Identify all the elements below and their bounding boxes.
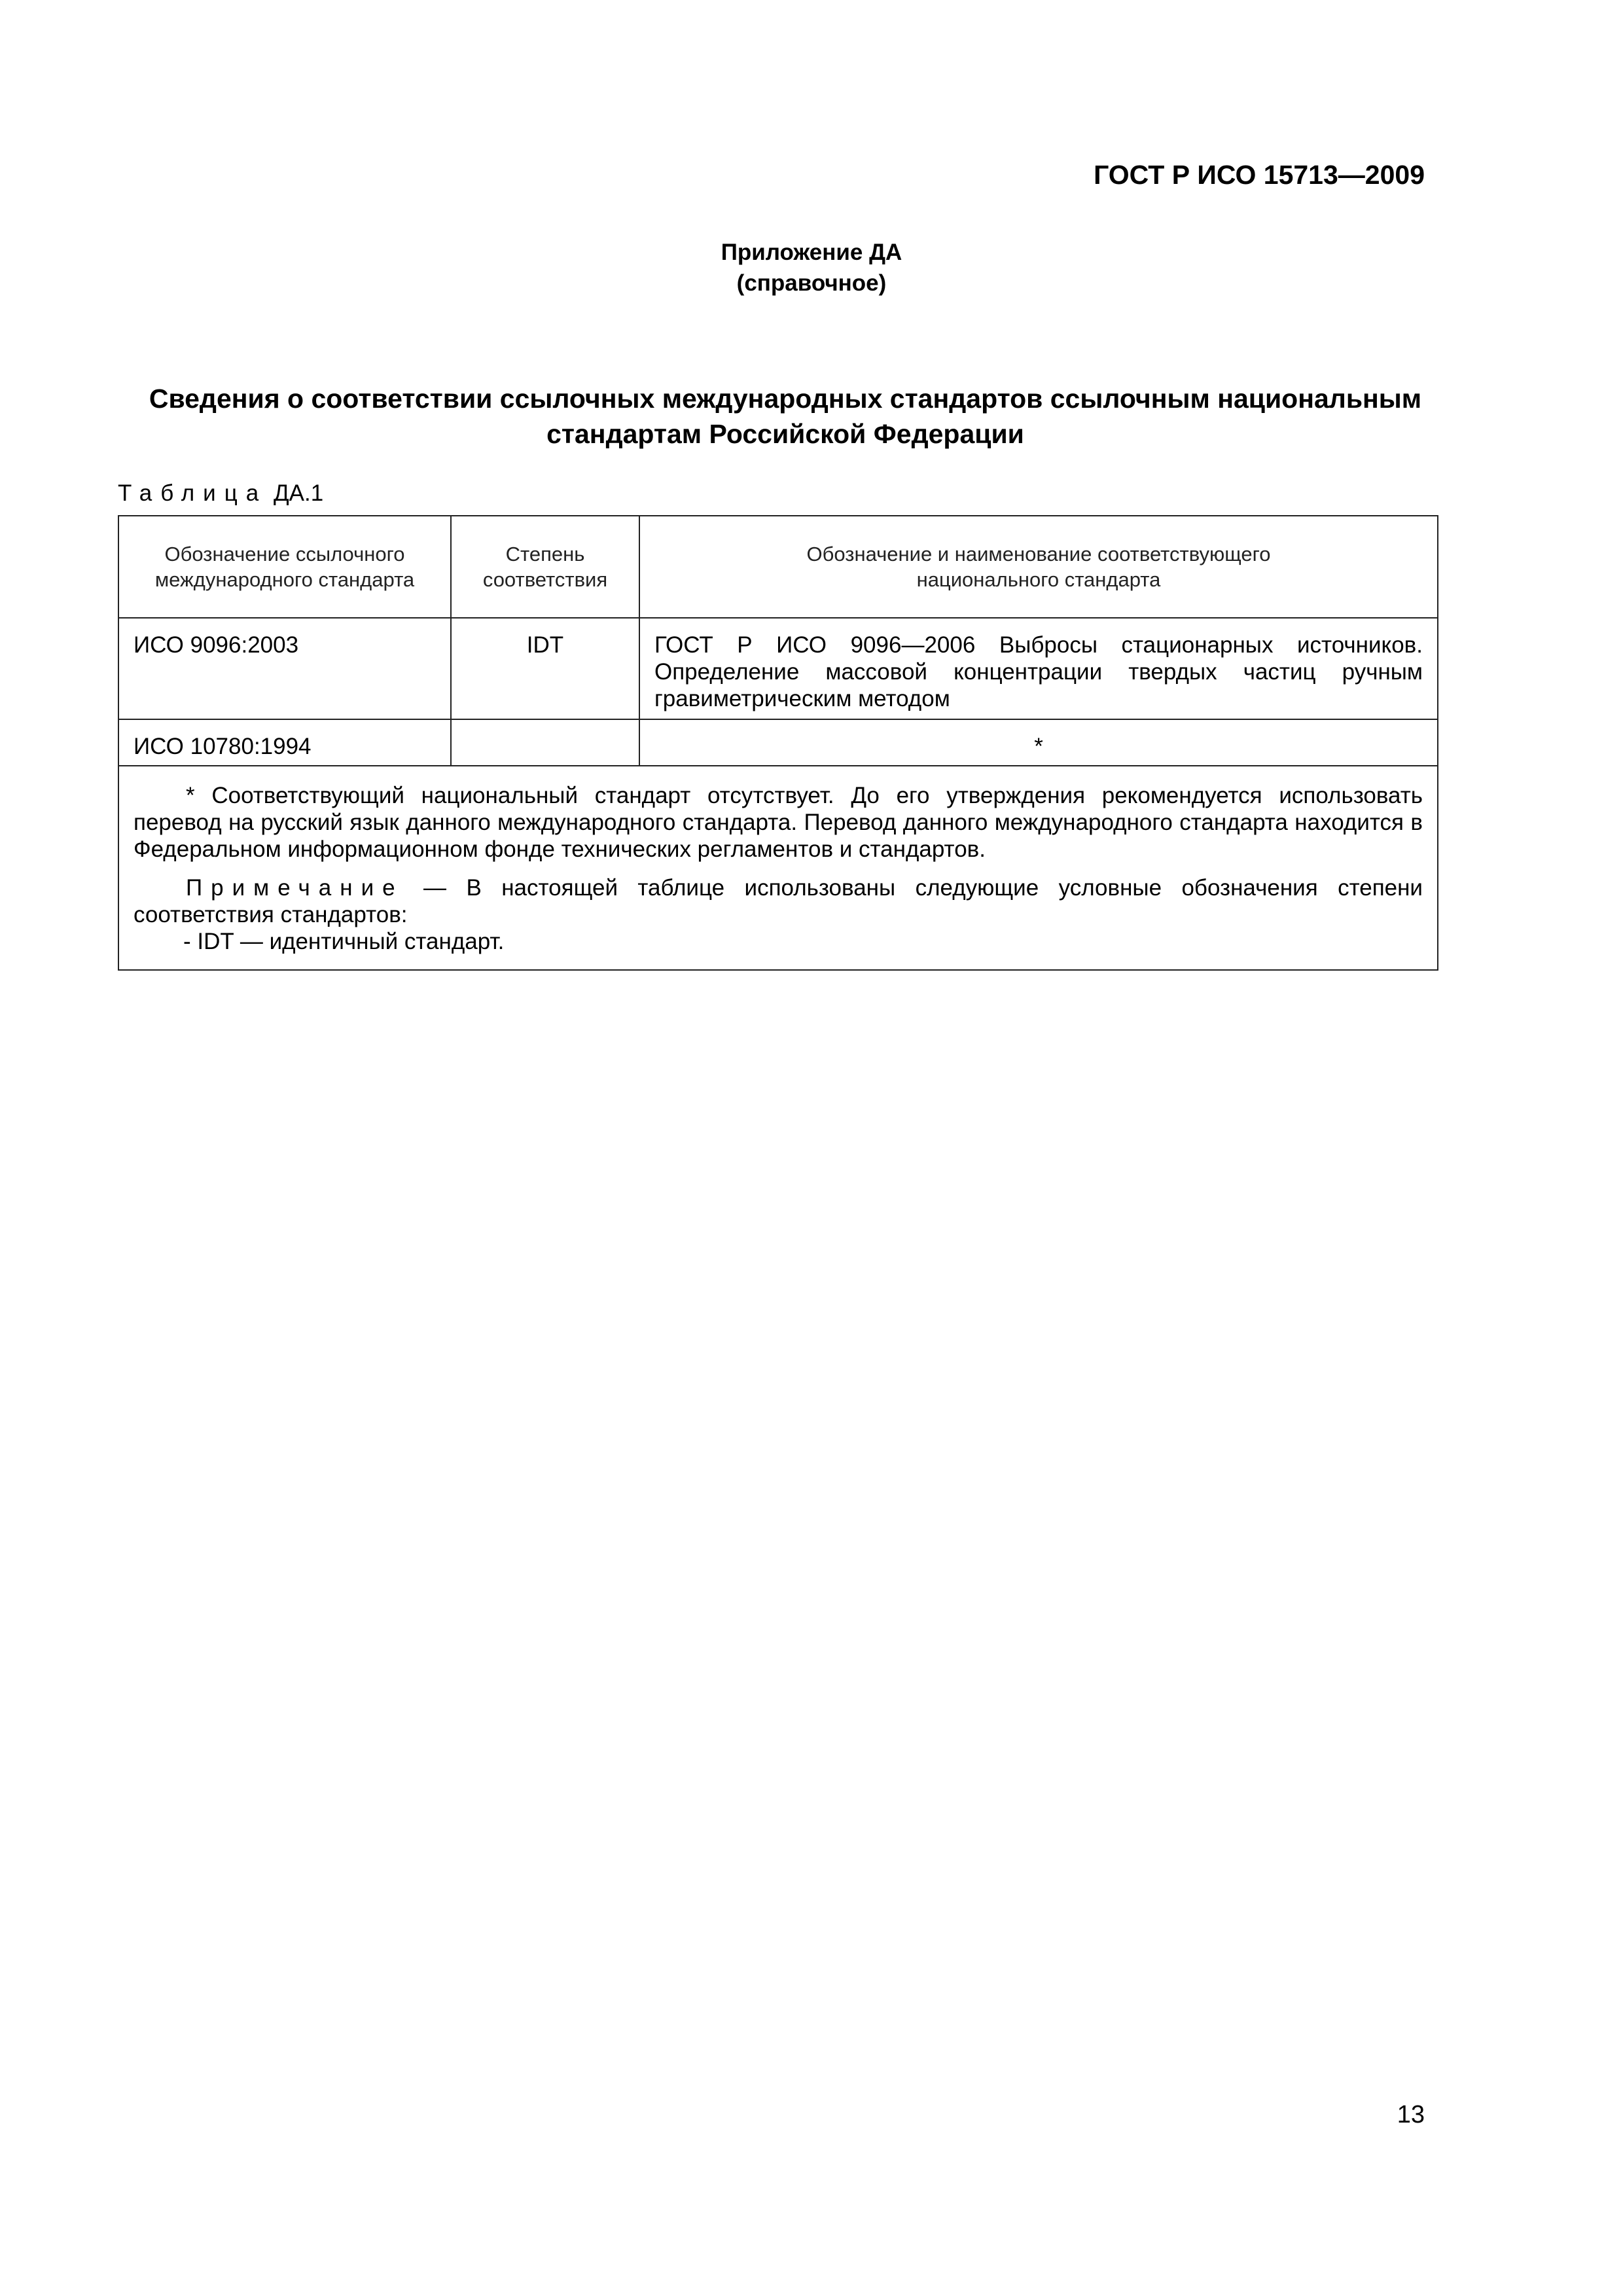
correspondence-table: [118, 515, 1438, 971]
document-code: ГОСТ Р ИСО 15713—2009: [1094, 160, 1425, 190]
appendix-heading: [0, 237, 1623, 298]
section-title-line-1: Сведения о соответствии ссылочных международных стандартов ссылочным национальным: [149, 384, 1422, 414]
table-row: [118, 618, 1438, 719]
header-col2-line2: соответствия: [482, 568, 608, 591]
header-col3-line1: Обозначение и наименование соответствующего: [806, 543, 1271, 565]
header-degree: [451, 516, 639, 618]
note-item: - IDT — идентичный стандарт.: [183, 929, 505, 954]
table-caption-number: ДА.1: [273, 480, 324, 506]
table-header-row: [118, 516, 1438, 618]
cell-national-standard: ГОСТ Р ИСО 9096—2006 Выбросы стационарных источников. Определение массовой концентрации твердых частиц ручным гравиметрическим методом: [639, 618, 1438, 719]
header-col2-line1: Степень: [505, 543, 585, 565]
table-row: [118, 719, 1438, 766]
note-label: Примечание: [186, 875, 404, 901]
cell-degree: [451, 719, 639, 766]
header-col1-line1: Обозначение ссылочного: [164, 543, 405, 565]
header-col3-line2: национального стандарта: [916, 568, 1161, 591]
header-national-standard: [639, 516, 1438, 618]
table-note: [134, 874, 1423, 928]
table-notes-cell: [118, 766, 1438, 970]
table-footnote: * Соответствующий национальный стандарт отсутствует. До его утверждения рекомендуется использовать перевод на русский язык данного международного стандарта. Перевод данного международного стандарта находится в Федеральном информационном фонде технических регламентов и стандартов.: [134, 783, 1423, 862]
section-title: [118, 381, 1453, 452]
section-title-line-2: стандартам Российской Федерации: [546, 419, 1024, 449]
header-col1-line2: международного стандарта: [154, 568, 415, 591]
table-notes-row: [118, 766, 1438, 970]
appendix-kind: (справочное): [736, 270, 887, 296]
cell-national-standard: *: [639, 719, 1438, 766]
table-caption-label: Таблица: [118, 480, 268, 506]
table-caption: [118, 480, 323, 507]
cell-degree: IDT: [451, 618, 639, 719]
cell-international-standard: ИСО 9096:2003: [118, 618, 451, 719]
note-text: — В настоящей таблице использованы следующие условные обозначения степени соответствия стандартов:: [134, 875, 1423, 927]
header-international-standard: [118, 516, 451, 618]
cell-international-standard: ИСО 10780:1994: [118, 719, 451, 766]
appendix-title: Приложение ДА: [721, 240, 902, 265]
page-number: 13: [1397, 2101, 1425, 2128]
